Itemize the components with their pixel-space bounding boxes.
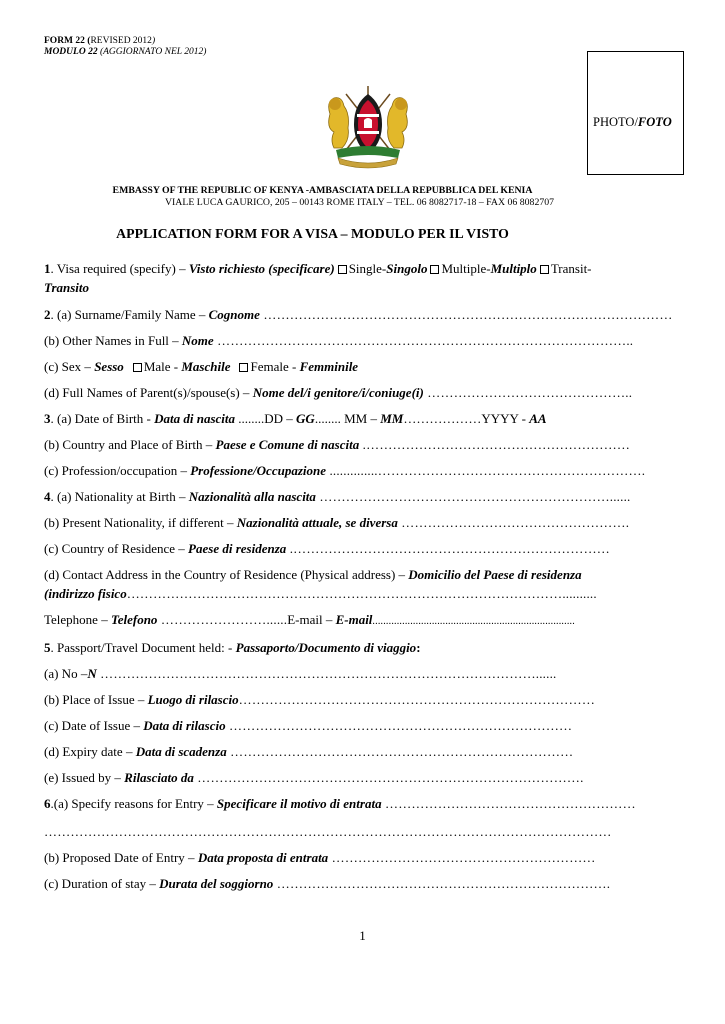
other-names-field[interactable]: (b) Other Names in Full – Nome ………………………………………………………………………………….. bbox=[44, 333, 634, 348]
modulo-code: MODULO 22 (AGGIORNATO NEL 2012) bbox=[44, 47, 207, 57]
passport-number-field[interactable]: (a) No –N ………………………………………………………………………………………...... bbox=[44, 666, 557, 681]
embassy-name: EMBASSY OF THE REPUBLIC OF KENYA -AMBASCIATA DELLA REPUBBLICA DEL KENIA bbox=[112, 185, 533, 196]
photo-box bbox=[587, 51, 684, 175]
transit-checkbox[interactable] bbox=[540, 265, 549, 274]
present-nationality-field[interactable]: (b) Present Nationality, if different – Nazionalità attuale, se diversa ……………………………………………. bbox=[44, 515, 630, 530]
profession-field[interactable]: (c) Profession/occupation – Professione/Occupazione ..............……………………………………………………. bbox=[44, 463, 646, 478]
nationality-birth-field[interactable]: 4. (a) Nationality at Birth – Nazionalità alla nascita …………………………………………………………...... bbox=[44, 489, 631, 504]
male-checkbox[interactable] bbox=[133, 363, 142, 372]
form-title: APPLICATION FORM FOR A VISA – MODULO PER IL VISTO bbox=[116, 226, 509, 241]
embassy-address: VIALE LUCA GAURICO, 205 – 00143 ROME ITALY – TEL. 06 8082717-18 – FAX 06 8082707 bbox=[164, 197, 555, 208]
contact-address-field[interactable]: (d) Contact Address in the Country of Residence (Physical address) – Domicilio del Paese di residenza bbox=[44, 567, 582, 582]
issued-by-field[interactable]: (e) Issued by – Rilasciato da ……………………………………………………………………………. bbox=[44, 770, 584, 785]
parents-field[interactable]: (d) Full Names of Parent(s)/spouse(s) – Nome del/i genitore/i/coniuge(i) ……………………………………….. bbox=[44, 385, 633, 400]
duration-stay-field[interactable]: (c) Duration of stay – Durata del soggiorno …………………………………………………………………. bbox=[44, 876, 611, 891]
residence-field[interactable]: (c) Country of Residence – Paese di residenza .……………………………………………………………… bbox=[44, 541, 610, 556]
single-checkbox[interactable] bbox=[338, 265, 347, 274]
surname-field[interactable]: 2. (a) Surname/Family Name – Cognome ………………………………………………………………………………… bbox=[44, 307, 673, 322]
expiry-date-field[interactable]: (d) Expiry date – Data di scadenza …………………………………………………………………… bbox=[44, 744, 574, 759]
entry-date-field[interactable]: (b) Proposed Date of Entry – Data proposta di entrata …………………………………………………… bbox=[44, 850, 596, 865]
page-number: 1 bbox=[359, 928, 366, 943]
sex-field: (c) Sex – Sesso Male - Maschile Female - Femminile bbox=[44, 359, 359, 374]
place-of-issue-field[interactable]: (b) Place of Issue – Luogo di rilascio……………………………………………………………………… bbox=[44, 692, 596, 707]
transit-italian-label: Transito bbox=[44, 280, 90, 295]
visa-required-field: 1. Visa required (specify) – Visto richiesto (specificare) Single-Singolo Multiple-Multiplo Transit- bbox=[44, 261, 592, 276]
telephone-email-field[interactable]: Telephone – Telefono ……………………......E-mail – E-mail........................................................................... bbox=[44, 612, 575, 627]
multiple-checkbox[interactable] bbox=[430, 265, 439, 274]
passport-heading: 5. Passport/Travel Document held: - Passaporto/Documento di viaggio: bbox=[44, 640, 421, 655]
reasons-entry-line2[interactable]: ………………………………………………………………………………………………………………… bbox=[44, 824, 612, 839]
birthplace-field[interactable]: (b) Country and Place of Birth – Paese e Comune di nascita .…………………………………………………… bbox=[44, 437, 631, 452]
photo-label: PHOTO/FOTO bbox=[593, 115, 672, 129]
contact-address-line2[interactable]: (indirizzo fisico……………………………………………………………………………………….......... bbox=[44, 586, 597, 601]
kenya-coat-of-arms bbox=[320, 84, 416, 172]
reasons-entry-field[interactable]: 6.(a) Specify reasons for Entry – Specificare il motivo di entrata ………………………………………………… bbox=[44, 796, 636, 811]
date-of-issue-field[interactable]: (c) Date of Issue – Data di rilascio …………………………………………………………………… bbox=[44, 718, 573, 733]
form-code: FORM 22 (REVISED 2012) bbox=[44, 36, 156, 46]
female-checkbox[interactable] bbox=[239, 363, 248, 372]
date-of-birth-field[interactable]: 3. (a) Date of Birth - Data di nascita ........DD – GG........ MM – MM………………YYYY - AA bbox=[44, 411, 547, 426]
